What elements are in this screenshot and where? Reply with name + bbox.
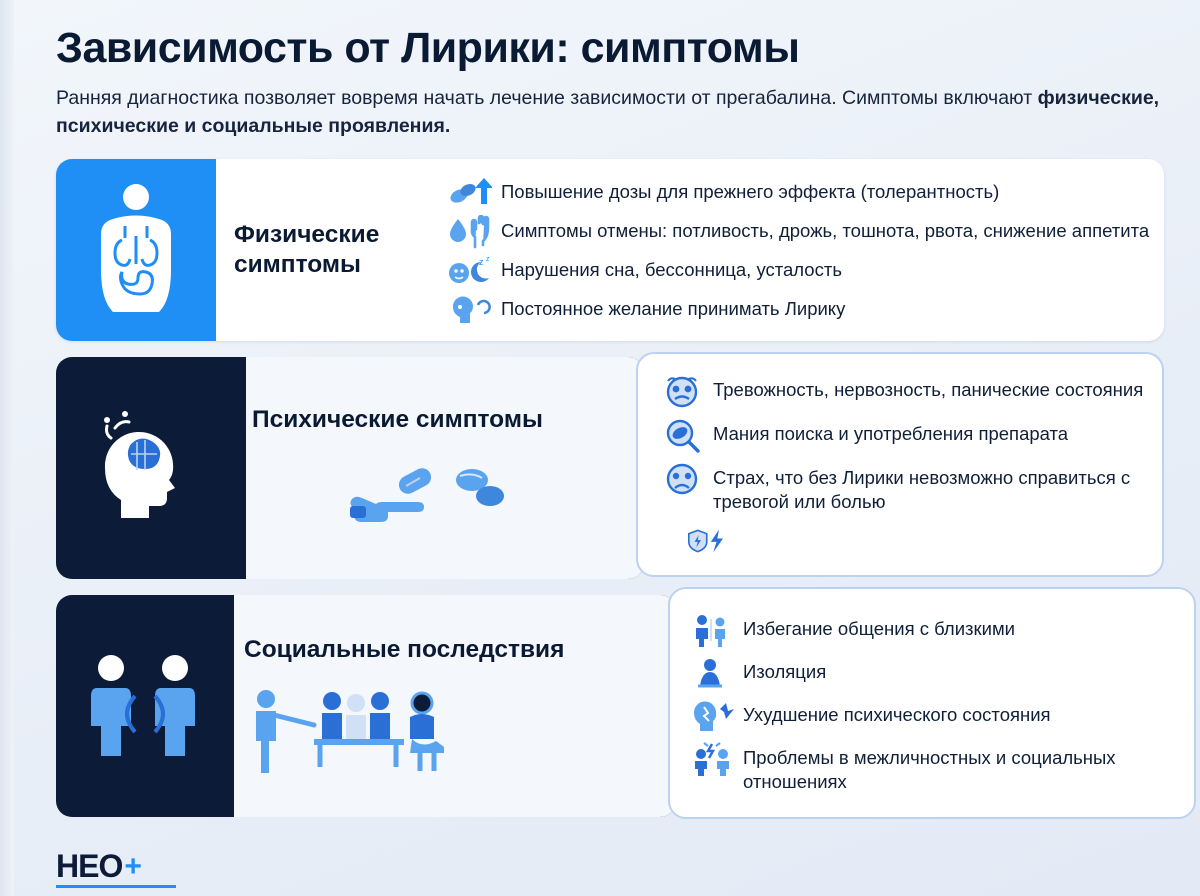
svg-text:z: z: [479, 257, 484, 268]
list-item-label: Мания поиска и употребления препарата: [713, 423, 1069, 445]
subtitle-text: Ранняя диагностика позволяет вовремя начать лечение зависимости от прегабалина. Симптомы включают: [56, 87, 1038, 110]
mental-title-pane: [246, 357, 644, 579]
craving-head-icon: [448, 293, 492, 327]
anxious-face-icon: [660, 374, 704, 408]
sweat-drop-tremor-hand-icon: [448, 215, 492, 249]
list-item-label: Избегание общения с близкими: [743, 618, 1015, 640]
worried-face-icon: [660, 462, 704, 496]
list-item: [448, 254, 1150, 288]
page-title: Зависимость от Лирики: симптомы: [56, 24, 800, 72]
list-item: [448, 215, 1150, 249]
shield-lightning-icon: [688, 524, 732, 558]
human-body-icon: [92, 180, 180, 320]
mental-icon-pane: [56, 357, 246, 579]
list-item-label: Повышение дозы для прежнего эффекта (толерантность): [501, 181, 1000, 203]
social-title-pane: [234, 595, 676, 817]
list-item-label: Симптомы отмены: потливость, дрожь, тошнота, рвота, снижение аппетита: [501, 220, 1150, 242]
logo-underline: [56, 885, 176, 888]
card-social-consequences: [56, 595, 1164, 817]
brand-logo: [56, 850, 142, 882]
mental-items: [636, 352, 1164, 577]
left-edge-gradient: [0, 0, 14, 896]
avoiding-people-icon: [690, 613, 734, 647]
list-item-label: Нарушения сна, бессонница, усталость: [501, 259, 842, 281]
head-brain-icon: [91, 398, 211, 538]
magnifier-drug-search-icon: [660, 418, 704, 452]
list-item-label: Изоляция: [743, 661, 827, 683]
hand-with-pills-icon: [340, 450, 550, 530]
list-item-label: Постоянное желание принимать Лирику: [501, 298, 846, 320]
conflict-people-icon: [690, 742, 734, 776]
page-subtitle: [56, 85, 1166, 140]
mental-title: Психические симптомы: [252, 405, 543, 433]
list-item-label: Ухудшение психического состояния: [743, 704, 1051, 726]
physical-title-line2: симптомы: [234, 250, 361, 278]
two-people-conflict-icon: [75, 646, 215, 766]
physical-title-pane: [216, 159, 448, 341]
mental-dark-panel: [56, 357, 644, 579]
list-item-icon-only: [688, 524, 1146, 558]
list-item-label: Проблемы в межличностных и социальных отношениях: [743, 747, 1116, 793]
physical-items: [448, 159, 1164, 341]
list-item: [448, 293, 1150, 327]
list-item: [448, 176, 1150, 210]
broken-mind-icon: [690, 699, 734, 733]
svg-text:z: z: [486, 256, 490, 264]
list-item: [690, 656, 1184, 690]
group-people-icon: [244, 681, 676, 776]
physical-icon-pane: [56, 159, 216, 341]
logo-plus: +: [124, 850, 142, 883]
pills-up-arrow-icon: [448, 176, 492, 210]
social-dark-panel: [56, 595, 676, 817]
social-title: Социальные последствия: [244, 636, 565, 664]
social-items: [668, 587, 1196, 819]
list-item: [690, 742, 1184, 793]
logo-word: НЕО: [56, 848, 123, 884]
list-item-label: Страх, что без Лирики невозможно справиться с тревогой или болью: [713, 467, 1131, 513]
physical-title: [234, 220, 379, 279]
list-item: [690, 699, 1184, 733]
list-item: [660, 462, 1146, 513]
list-item: [660, 418, 1146, 452]
subtitle-bold-text: физические, психические и социальные проявления.: [56, 87, 1160, 137]
physical-title-line1: Физические: [234, 221, 380, 249]
list-item: [660, 374, 1146, 408]
isolated-person-icon: [690, 656, 734, 690]
card-mental-symptoms: [56, 357, 1164, 579]
card-physical-symptoms: [56, 159, 1164, 341]
list-item-label: Тревожность, нервозность, панические состояния: [713, 379, 1144, 401]
social-icon-pane: [56, 595, 234, 817]
sleep-moon-zzz-icon: [448, 254, 492, 288]
list-item: [690, 613, 1184, 647]
